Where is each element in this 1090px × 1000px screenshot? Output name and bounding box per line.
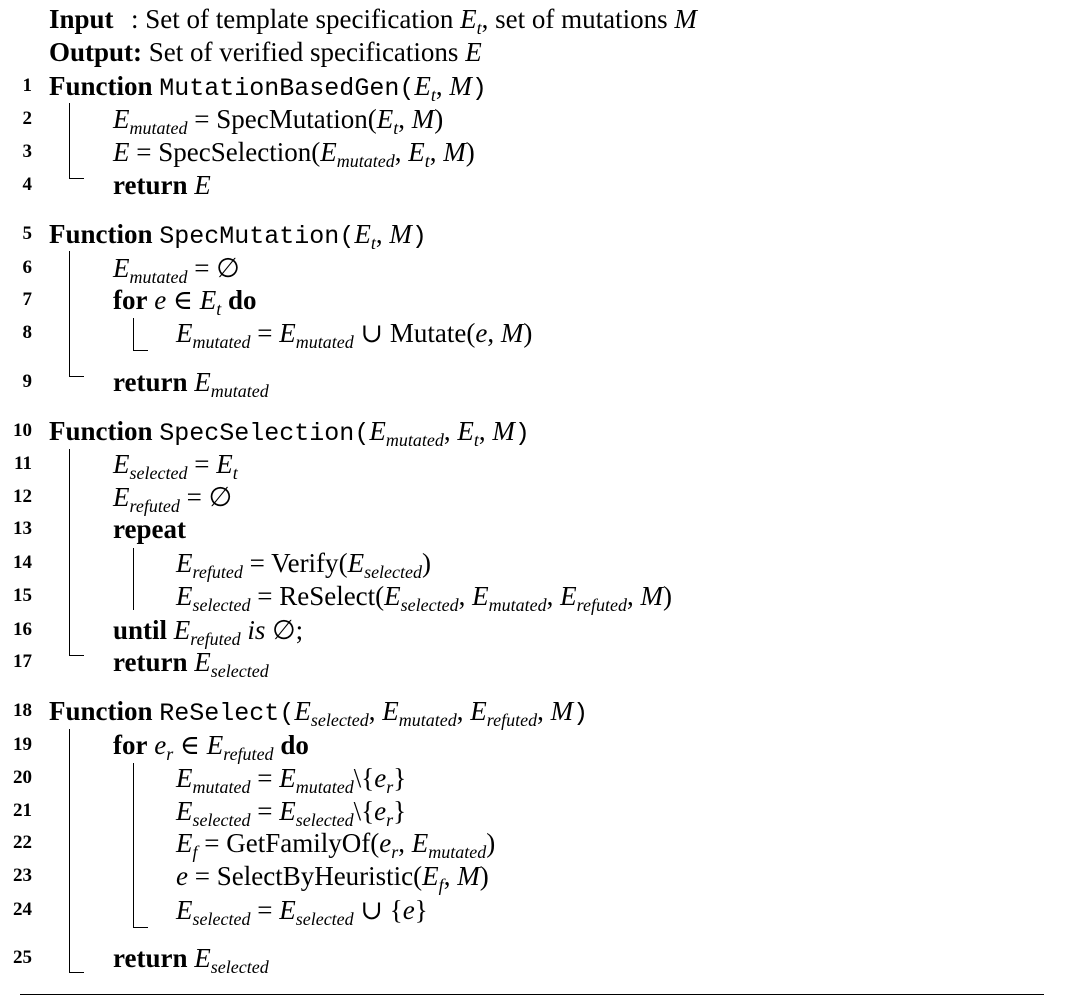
output-line: Output: Set of verified specifications E — [49, 37, 482, 67]
scope-bar — [69, 376, 84, 377]
scope-bar — [69, 972, 84, 973]
input-sep: : — [131, 4, 139, 34]
algo-line-24: 24 $E_{selected} = E_{selected}$ ∪ {e} — [13, 895, 428, 929]
scope-bar — [133, 350, 148, 351]
algo-line-21: 21 $E_{selected}$ = $E_{selected}\backslash\{e_r\}$ — [13, 796, 407, 830]
function-name: SpecMutation — [159, 222, 340, 251]
scope-bar — [133, 548, 134, 610]
algo-line-9: 9 return $E_{mutated}$ — [22, 367, 269, 401]
scope-bar — [133, 318, 134, 350]
input-text: Set of template specification — [145, 4, 454, 34]
algo-line-18: 18 Function $ReSelect(E_{selected}$, $E_{mutated}$, $E_{refuted}$, M) — [13, 696, 589, 730]
input-line: Input : Set of template specification $E_t$, set of mutations M — [49, 4, 697, 38]
algo-line-17: 17 return $E_{selected}$ — [13, 647, 269, 681]
algo-line-3: 3 $E = SpecSelection(E_{mutated}$, $E_t$, M) — [22, 137, 475, 171]
algo-line-22: 22 $E_f$ = $GetFamilyOf(e_r$, $E_{mutated}$) — [13, 828, 496, 862]
algo-line-7: 7 for e ∈ $E_t$ do — [22, 285, 257, 319]
algo-line-16: 16 until $E_{refuted}$ is ∅; — [13, 615, 304, 649]
algo-line-12: 12 $E_{refuted}$ = ∅ — [13, 482, 233, 516]
algo-line-13: 13 repeat — [13, 514, 186, 544]
algo-line-25: 25 return $E_{selected}$ — [13, 943, 269, 977]
line-number: 1 — [22, 75, 32, 96]
algo-line-4: 4 return E — [22, 170, 211, 200]
input-label: Input — [49, 4, 114, 34]
algo-line-20: 20 $E_{mutated}$ = $E_{mutated}\backslash\{e_r\}$ — [13, 763, 407, 797]
scope-bar — [69, 449, 70, 655]
algo-line-15: 15 $E_{selected}$ = $ReSelect(E_{selected}$, $E_{mutated}$, $E_{refuted}$, M) — [13, 581, 672, 615]
algo-line-14: 14 $E_{refuted}$ = $Verify(E_{selected})$ — [13, 548, 432, 582]
scope-bar — [69, 729, 70, 972]
output-text: Set of verified specifications — [148, 37, 459, 67]
scope-bar — [69, 655, 84, 656]
scope-bar — [69, 178, 84, 179]
algo-line-6: 6 $E_{mutated}$ = ∅ — [22, 253, 240, 287]
algo-line-11: 11 $E_{selected} = E_t$ — [14, 449, 238, 483]
algo-line-23: 23 $e = SelectByHeuristic(E_f$, M) — [13, 861, 489, 895]
algo-line-1: 1 Function $MutationBasedGen(E_t$, M) — [0, 69, 1090, 103]
scope-bar — [133, 763, 134, 927]
scope-bar — [69, 103, 70, 178]
scope-bar — [133, 927, 148, 928]
algo-line-2: 2 $E_{mutated}$ = $SpecMutation(E_t$, M) — [22, 104, 444, 138]
scope-bar — [69, 251, 70, 376]
function-name: SpecSelection — [159, 419, 355, 448]
output-label: Output: — [49, 37, 143, 67]
function-name: ReSelect — [159, 699, 280, 728]
algo-line-5: 5 Function $SpecMutation(E_t$, M) — [22, 219, 427, 253]
function-name: MutationBasedGen — [159, 74, 400, 103]
algo-line-10: 10 Function $SpecSelection(E_{mutated}$, $E_t$, M) — [13, 416, 530, 450]
bottom-rule — [20, 994, 1044, 995]
algo-line-8: 8 $E_{mutated} = E_{mutated}$ ∪ Mutate(e, M) — [22, 318, 533, 352]
algo-line-19: 19 for $e_r$ ∈ $E_{refuted}$ do — [13, 730, 309, 764]
